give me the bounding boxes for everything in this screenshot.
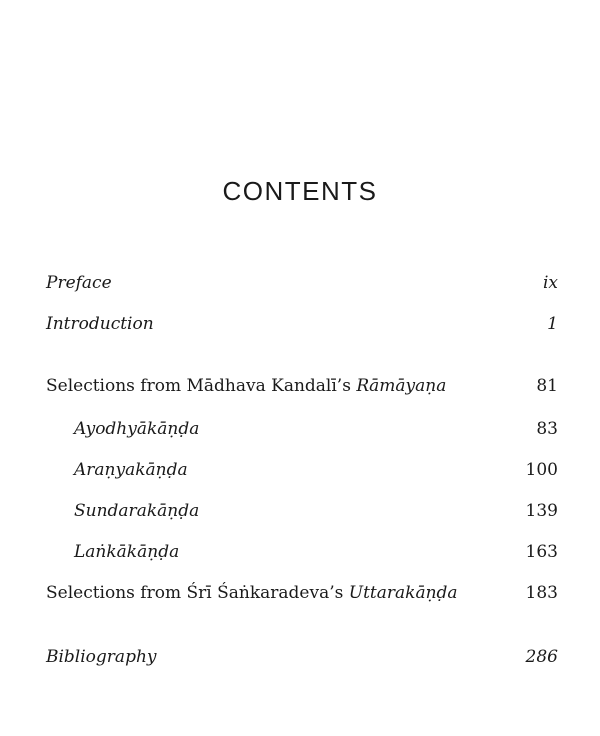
toc-entry-title: Preface [46,273,112,293]
toc-entry-page: 1 [547,314,558,334]
toc-entry-page: ix [542,273,558,293]
toc-entry-title: Bibliography [46,647,157,667]
toc-entry-title: Sundarakāṇḍa [74,501,200,521]
toc-entry-page: 183 [525,583,558,603]
toc-entry-preface [46,270,558,296]
toc-entry-bibliography [46,644,558,670]
toc-entry-title-prefix: Selections from Mādhava Kandalī’s [46,376,357,396]
page-title: CONTENTS [222,176,378,206]
toc-entry-title [46,373,446,399]
toc-entry-introduction [46,311,558,337]
toc-entry-page: 286 [525,647,558,667]
toc-entry-title: Ayodhyākāṇḍa [74,419,200,439]
toc-entry-page: 100 [525,460,558,480]
toc-entry-title: Introduction [46,314,154,334]
toc-entry-title-prefix: Selections from Śrī Śaṅkaradeva’s [46,583,349,603]
toc-entry-sundarakanda [46,498,558,524]
toc-entry-title-emphasis: Rāmāyaṇa [356,376,447,396]
toc-entry-page: 83 [536,419,558,439]
toc-entry-page: 163 [525,542,558,562]
toc-entry-ayodhyakanda [46,416,558,442]
toc-entry-sankaradeva-uttarakanda [46,580,558,606]
toc-entry-title: Laṅkākāṇḍa [74,542,180,562]
toc-entry-madhava-ramayana [46,373,558,399]
toc-entry-title-emphasis: Uttarakāṇḍa [348,583,458,603]
toc-entry-aranyakanda [46,457,558,483]
toc-entry-title [46,580,458,606]
toc-entry-title: Araṇyakāṇḍa [74,460,188,480]
toc-entry-lankakanda [46,539,558,565]
toc-entry-page: 139 [525,501,558,521]
toc-entry-page: 81 [536,376,558,396]
